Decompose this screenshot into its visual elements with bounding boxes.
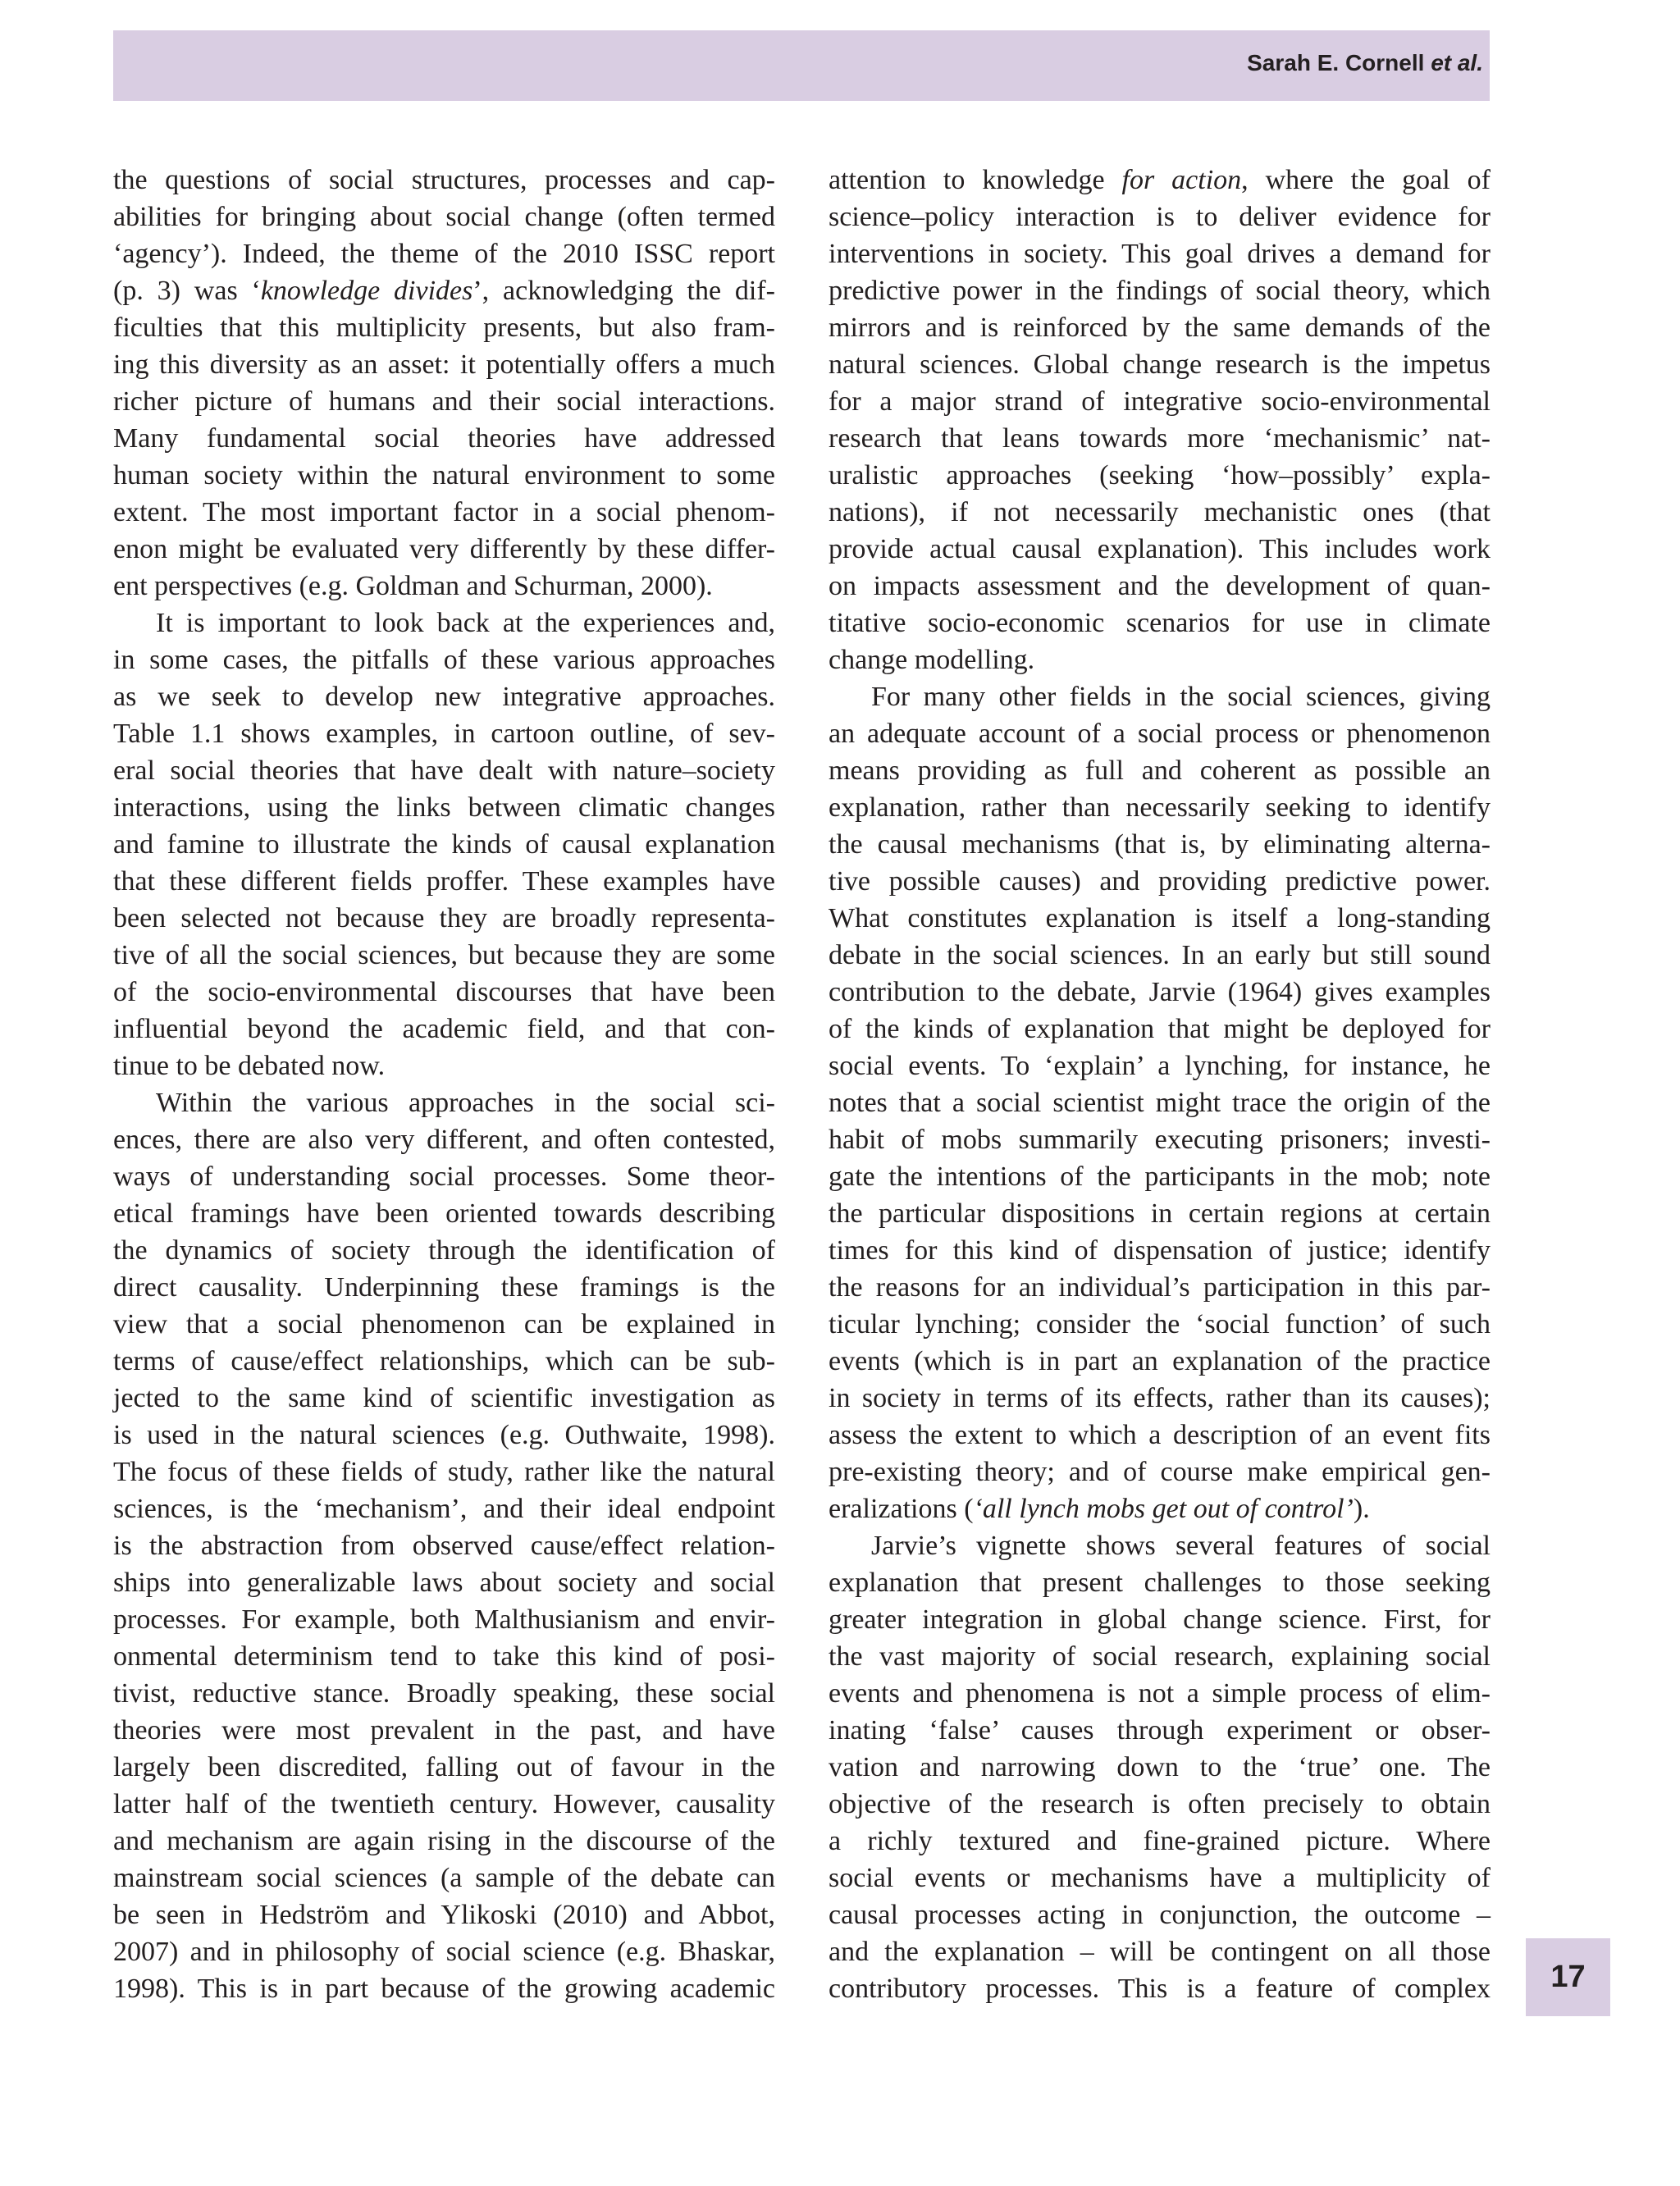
text-line: interventions in society. This goal drives a demand for <box>829 239 1491 269</box>
text-line <box>829 1490 1491 1527</box>
text-line: nations), if not necessarily mechanistic ones (that <box>829 497 1491 527</box>
text-line: 1998). This is in part because of the growing academic <box>113 1974 775 2004</box>
text-line: direct causality. Underpinning these framings is the <box>113 1272 775 1303</box>
text-line: uralistic approaches (seeking ‘how–possibly’ expla- <box>829 460 1491 491</box>
text-line: the questions of social structures, processes and cap- <box>113 165 775 195</box>
text-line: For many other fields in the social sciences, giving <box>871 682 1491 712</box>
text-line <box>113 272 775 309</box>
text-line: debate in the social sciences. In an early but still sound <box>829 940 1491 970</box>
text-line: and the explanation – will be contingent on all those <box>829 1937 1491 1967</box>
text-line: tive of all the social sciences, but because they are some <box>113 940 775 970</box>
text-line: the dynamics of society through the identification of <box>113 1235 775 1266</box>
paragraph <box>113 162 775 605</box>
text-line: greater integration in global change science. First, for <box>829 1604 1491 1635</box>
text-line: latter half of the twentieth century. However, causality <box>113 1789 775 1819</box>
text-line: jected to the same kind of scientific investigation as <box>113 1383 775 1413</box>
text-line: ent perspectives (e.g. Goldman and Schurman, 2000). <box>113 571 713 601</box>
text-line: ships into generalizable laws about society and social <box>113 1568 775 1598</box>
text-line: assess the extent to which a description of an event fits <box>829 1420 1491 1450</box>
text-line: means providing as full and coherent as possible an <box>829 755 1491 786</box>
text-line: 2007) and in philosophy of social science (e.g. Bhaskar, <box>113 1937 775 1967</box>
paragraph <box>829 678 1491 1527</box>
text-line: processes. For example, both Malthusianism and envir- <box>113 1604 775 1635</box>
text-line: ticular lynching; consider the ‘social function’ of such <box>829 1309 1491 1339</box>
text-run: eralizations ( <box>829 1494 974 1524</box>
text-line: The focus of these fields of study, rather like the natural <box>113 1457 775 1487</box>
text-line: onmental determinism tend to take this kind of posi- <box>113 1641 775 1672</box>
text-line: in society in terms of its effects, rather than its causes); <box>829 1383 1491 1413</box>
text-line: times for this kind of dispensation of justice; identify <box>829 1235 1491 1266</box>
running-header <box>113 30 1490 101</box>
text-line: on impacts assessment and the development of quan- <box>829 571 1491 601</box>
text-line: change modelling. <box>829 645 1035 675</box>
text-line: tivist, reductive stance. Broadly speaking, these social <box>113 1678 775 1709</box>
text-line: predictive power in the findings of social theory, which <box>829 276 1491 306</box>
header-author-line <box>1247 30 1483 101</box>
text-line: objective of the research is often precisely to obtain <box>829 1789 1491 1819</box>
emphasis-text: knowledge divides <box>260 276 473 306</box>
text-line: the reasons for an individual’s participation in this par- <box>829 1272 1491 1303</box>
text-run: , where the goal of <box>1241 165 1491 195</box>
emphasis-text: ‘all lynch mobs get out of control’ <box>973 1494 1354 1524</box>
text-line: the causal mechanisms (that is, by eliminating alterna- <box>829 829 1491 860</box>
text-line: etical framings have been oriented towards describing <box>113 1198 775 1229</box>
text-line: eral social theories that have dealt with nature–society <box>113 755 775 786</box>
text-line: the vast majority of social research, explaining social <box>829 1641 1491 1672</box>
text-line: view that a social phenomenon can be explained in <box>113 1309 775 1339</box>
text-run: ). <box>1353 1494 1370 1524</box>
left-column <box>113 162 775 2007</box>
text-line: of the socio-environmental discourses that have been <box>113 977 775 1007</box>
text-line: the particular dispositions in certain regions at certain <box>829 1198 1491 1229</box>
text-line: habit of mobs summarily executing prisoners; investi- <box>829 1125 1491 1155</box>
text-line: abilities for bringing about social change (often termed <box>113 202 775 232</box>
text-line: a richly textured and fine-grained picture. Where <box>829 1826 1491 1856</box>
text-line: largely been discredited, falling out of favour in the <box>113 1752 775 1782</box>
paragraph <box>829 162 1491 678</box>
text-line: provide actual causal explanation). This includes work <box>829 534 1491 564</box>
text-line: contribution to the debate, Jarvie (1964) gives examples <box>829 977 1491 1007</box>
text-line: ‘agency’). Indeed, the theme of the 2010 ISSC report <box>113 239 775 269</box>
text-line: and famine to illustrate the kinds of causal explanation <box>113 829 775 860</box>
text-line: Table 1.1 shows examples, in cartoon outline, of sev- <box>113 719 775 749</box>
emphasis-text: for action <box>1121 165 1242 195</box>
right-column <box>829 162 1491 2007</box>
text-line: ways of understanding social processes. Some theor- <box>113 1161 775 1192</box>
text-line: explanation, rather than necessarily seeking to identify <box>829 792 1491 823</box>
text-run: attention to knowledge <box>829 165 1122 195</box>
text-line: of the kinds of explanation that might be deployed for <box>829 1014 1491 1044</box>
text-line: ficulties that this multiplicity presents, but also fram- <box>113 313 775 343</box>
text-line: Many fundamental social theories have addressed <box>113 423 775 454</box>
paragraph <box>113 605 775 1084</box>
text-line: is the abstraction from observed cause/effect relation- <box>113 1531 775 1561</box>
text-line: be seen in Hedström and Ylikoski (2010) and Abbot, <box>113 1900 775 1930</box>
text-line: explanation that present challenges to those seeking <box>829 1568 1491 1598</box>
text-line: theories were most prevalent in the past, and have <box>113 1715 775 1746</box>
text-line: causal processes acting in conjunction, the outcome – <box>829 1900 1491 1930</box>
text-line: Within the various approaches in the social sci- <box>156 1088 775 1118</box>
text-line: research that leans towards more ‘mechanismic’ nat- <box>829 423 1491 454</box>
header-et-al: et al. <box>1431 50 1483 75</box>
text-line: ing this diversity as an asset: it potentially offers a much <box>113 349 775 380</box>
text-line: titative socio-economic scenarios for use in climate <box>829 608 1491 638</box>
text-line: science–policy interaction is to deliver evidence for <box>829 202 1491 232</box>
text-line: Jarvie’s vignette shows several features of social <box>871 1531 1491 1561</box>
text-line: tinue to be debated now. <box>113 1051 386 1081</box>
text-line: human society within the natural environment to some <box>113 460 775 491</box>
text-line: is used in the natural sciences (e.g. Outhwaite, 1998). <box>113 1420 775 1450</box>
paragraph <box>113 1084 775 2007</box>
text-line: and mechanism are again rising in the discourse of the <box>113 1826 775 1856</box>
text-run: (p. 3) was ‘ <box>113 276 261 306</box>
text-line: an adequate account of a social process or phenomenon <box>829 719 1491 749</box>
text-line: enon might be evaluated very differently by these differ- <box>113 534 775 564</box>
text-line: mirrors and is reinforced by the same demands of the <box>829 313 1491 343</box>
text-line: events (which is in part an explanation of the practice <box>829 1346 1491 1376</box>
page-number-box <box>1526 1938 1610 2016</box>
text-run: ’, acknowledging the dif- <box>472 276 776 306</box>
text-line: as we seek to develop new integrative approaches. <box>113 682 775 712</box>
paragraph <box>829 1527 1491 2007</box>
text-line: richer picture of humans and their social interactions. <box>113 386 775 417</box>
text-line <box>829 162 1491 199</box>
text-line: terms of cause/effect relationships, which can be sub- <box>113 1346 775 1376</box>
text-line: inating ‘false’ causes through experiment or obser- <box>829 1715 1491 1746</box>
text-line: It is important to look back at the experiences and, <box>156 608 775 638</box>
text-line: events and phenomena is not a simple process of elim- <box>829 1678 1491 1709</box>
text-line: mainstream social sciences (a sample of the debate can <box>113 1863 775 1893</box>
text-line: social events or mechanisms have a multiplicity of <box>829 1863 1491 1893</box>
header-author: Sarah E. Cornell <box>1247 50 1431 75</box>
text-line: influential beyond the academic field, and that con- <box>113 1014 775 1044</box>
text-line: social events. To ‘explain’ a lynching, for instance, he <box>829 1051 1491 1081</box>
text-line: tive possible causes) and providing predictive power. <box>829 866 1491 897</box>
text-line: that these different fields proffer. These examples have <box>113 866 775 897</box>
text-line: contributory processes. This is a feature of complex <box>829 1974 1491 2004</box>
text-line: been selected not because they are broadly representa- <box>113 903 775 933</box>
text-line: gate the intentions of the participants in the mob; note <box>829 1161 1491 1192</box>
text-line: notes that a social scientist might trace the origin of the <box>829 1088 1491 1118</box>
page-number: 17 <box>1550 1960 1586 1994</box>
text-line: ences, there are also very different, and often contested, <box>113 1125 775 1155</box>
text-line: for a major strand of integrative socio-environmental <box>829 386 1491 417</box>
text-line: natural sciences. Global change research is the impetus <box>829 349 1491 380</box>
text-line: What constitutes explanation is itself a long-standing <box>829 903 1491 933</box>
text-line: sciences, is the ‘mechanism’, and their ideal endpoint <box>113 1494 775 1524</box>
text-line: extent. The most important factor in a social phenom- <box>113 497 775 527</box>
text-line: interactions, using the links between climatic changes <box>113 792 775 823</box>
text-line: in some cases, the pitfalls of these various approaches <box>113 645 775 675</box>
text-line: pre-existing theory; and of course make empirical gen- <box>829 1457 1491 1487</box>
text-line: vation and narrowing down to the ‘true’ one. The <box>829 1752 1491 1782</box>
